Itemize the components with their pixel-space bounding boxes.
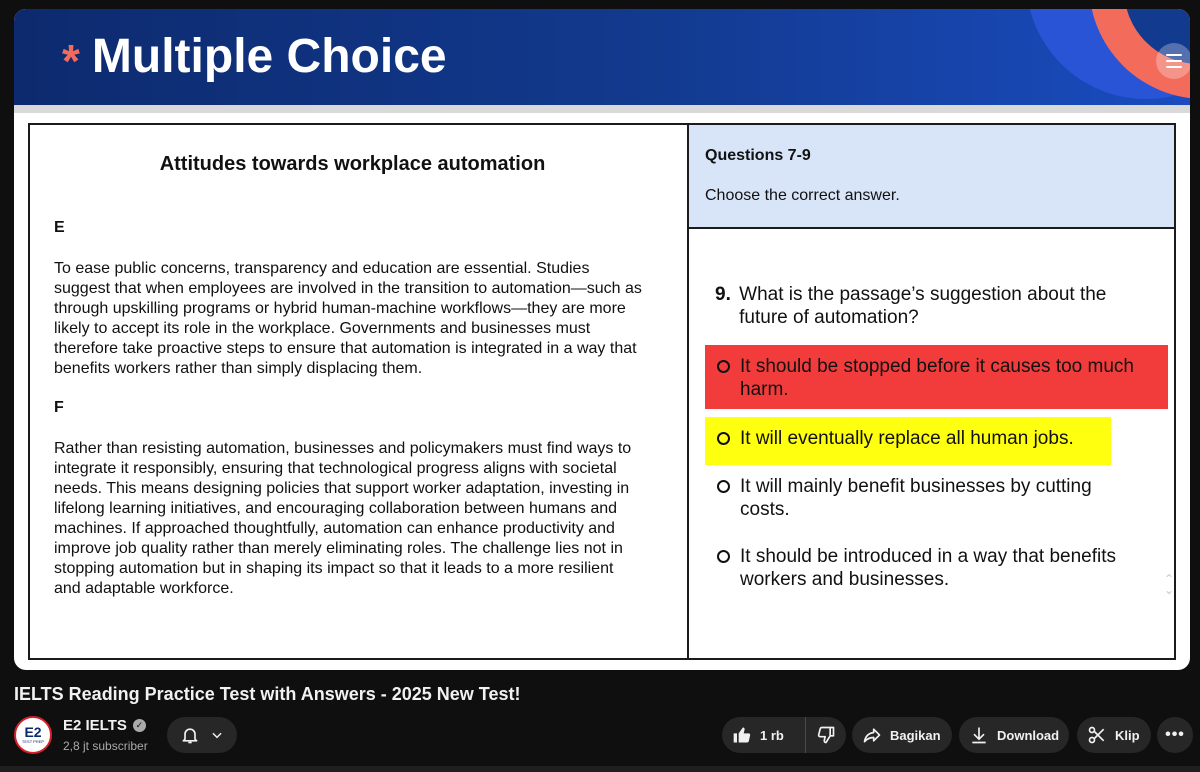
section-paragraph-f — [54, 439, 666, 599]
option-text: It should be stopped before it causes too much harm. — [740, 356, 1134, 400]
option-text: It will mainly benefit businesses by cutting costs. — [740, 476, 1092, 520]
divider — [14, 105, 1190, 113]
subscriber-count: 2,8 jt subscriber — [63, 739, 148, 753]
option-text: It will eventually replace all human jobs. — [740, 428, 1074, 449]
question-prompt: What is the passage’s suggestion about the future of automation? — [739, 284, 1107, 328]
section-letter-e: E — [54, 219, 65, 236]
paragraph-line: Rather than resisting automation, businesses and policymakers must find ways to — [54, 440, 632, 457]
clip-label: Klip — [1115, 727, 1140, 743]
radio-circle-icon — [717, 550, 730, 563]
paragraph-line: likely to accept its role in the workplace. Governments and businesses must — [54, 320, 591, 337]
questions-panel — [689, 125, 1174, 658]
subscription-bell-button[interactable] — [167, 717, 237, 753]
video-player[interactable] — [14, 9, 1190, 670]
paragraph-line: therefore take proactive steps to ensure that automation is integrated in a way that — [54, 340, 637, 357]
paragraph-line: To ease public concerns, transparency and education are essential. Studies — [54, 260, 590, 277]
like-count: 1 rb — [760, 727, 784, 743]
share-arrow-icon — [862, 725, 882, 745]
like-dislike-group — [722, 717, 846, 753]
questions-header — [689, 125, 1174, 229]
questions-range: Questions 7-9 — [705, 147, 811, 164]
chevron-down-icon — [210, 728, 224, 742]
bell-icon — [180, 725, 200, 745]
section-letter-f: F — [54, 399, 64, 416]
paragraph-line: integrate it responsibly, ensuring that technological progress aligns with societal — [54, 460, 617, 477]
channel-avatar[interactable] — [14, 716, 52, 754]
avatar-logo-text: E2 — [24, 724, 42, 740]
paragraph-line: benefits workers rather than simply displacing them. — [54, 360, 423, 377]
question-text — [715, 283, 1155, 329]
answer-option-c — [705, 465, 1145, 525]
share-button[interactable] — [852, 717, 952, 753]
slide-title-text: Multiple Choice — [91, 30, 447, 83]
slide-title — [62, 29, 447, 87]
section-paragraph-e — [54, 259, 666, 379]
radio-circle-icon — [717, 360, 730, 373]
passage-panel — [30, 125, 689, 658]
channel-name-text: E2 IELTS — [63, 717, 127, 734]
share-label: Bagikan — [890, 727, 941, 743]
paragraph-line: stopping automation but in shaping its impact so that it leads to a more resilient — [54, 560, 614, 577]
passage-title: Attitudes towards workplace automation — [159, 153, 546, 175]
option-text: It should be introduced in a way that benefits workers and businesses. — [740, 546, 1117, 590]
slide-banner — [14, 9, 1190, 105]
like-button[interactable] — [722, 717, 806, 753]
video-title: IELTS Reading Practice Test with Answers - 2025 New Test! — [14, 684, 521, 704]
paragraph-line: lifelong learning initiatives, and encouraging collaboration between humans and — [54, 500, 618, 517]
more-actions-button[interactable] — [1157, 717, 1193, 753]
download-label: Download — [997, 727, 1060, 743]
menu-icon[interactable] — [1156, 43, 1190, 79]
radio-circle-icon — [717, 480, 730, 493]
thumbs-up-icon — [732, 725, 752, 745]
paragraph-line: improve job quality rather than merely eliminating roles. The challenge lies not in — [54, 540, 623, 557]
scroll-arrows-icon: ⌃ ⌄ — [1163, 572, 1175, 597]
thumbs-down-icon — [816, 725, 836, 745]
answer-option-a — [705, 345, 1168, 409]
channel-name[interactable] — [63, 717, 146, 734]
dislike-button[interactable] — [806, 717, 846, 753]
answer-option-b — [705, 417, 1111, 465]
asterisk-icon: * — [62, 34, 80, 87]
download-button[interactable] — [959, 717, 1069, 753]
question-number: 9. — [715, 284, 731, 305]
worksheet-frame — [28, 123, 1176, 660]
paragraph-line: through upskilling programs or hybrid human-machine workflows—they are more — [54, 300, 626, 317]
radio-circle-icon — [717, 432, 730, 445]
paragraph-line: needs. This means designing policies that support worker adaptation, investing in — [54, 480, 630, 497]
scissors-icon — [1087, 725, 1107, 745]
paragraph-line: machines. If approached thoughtfully, automation can enhance productivity and — [54, 520, 615, 537]
verified-check-icon: ✓ — [133, 719, 146, 732]
avatar-logo-subtext: TEST PREP — [21, 739, 45, 744]
download-icon — [969, 725, 989, 745]
clip-button[interactable] — [1077, 717, 1151, 753]
questions-instruction: Choose the correct answer. — [705, 187, 900, 204]
paragraph-line: suggest that when employees are involved in the transition to automation—such as — [54, 280, 642, 297]
bottom-bar — [0, 766, 1200, 772]
paragraph-line: and adaptable workforce. — [54, 580, 234, 597]
answer-option-d — [705, 535, 1145, 595]
more-dots-icon: ••• — [1165, 726, 1185, 743]
